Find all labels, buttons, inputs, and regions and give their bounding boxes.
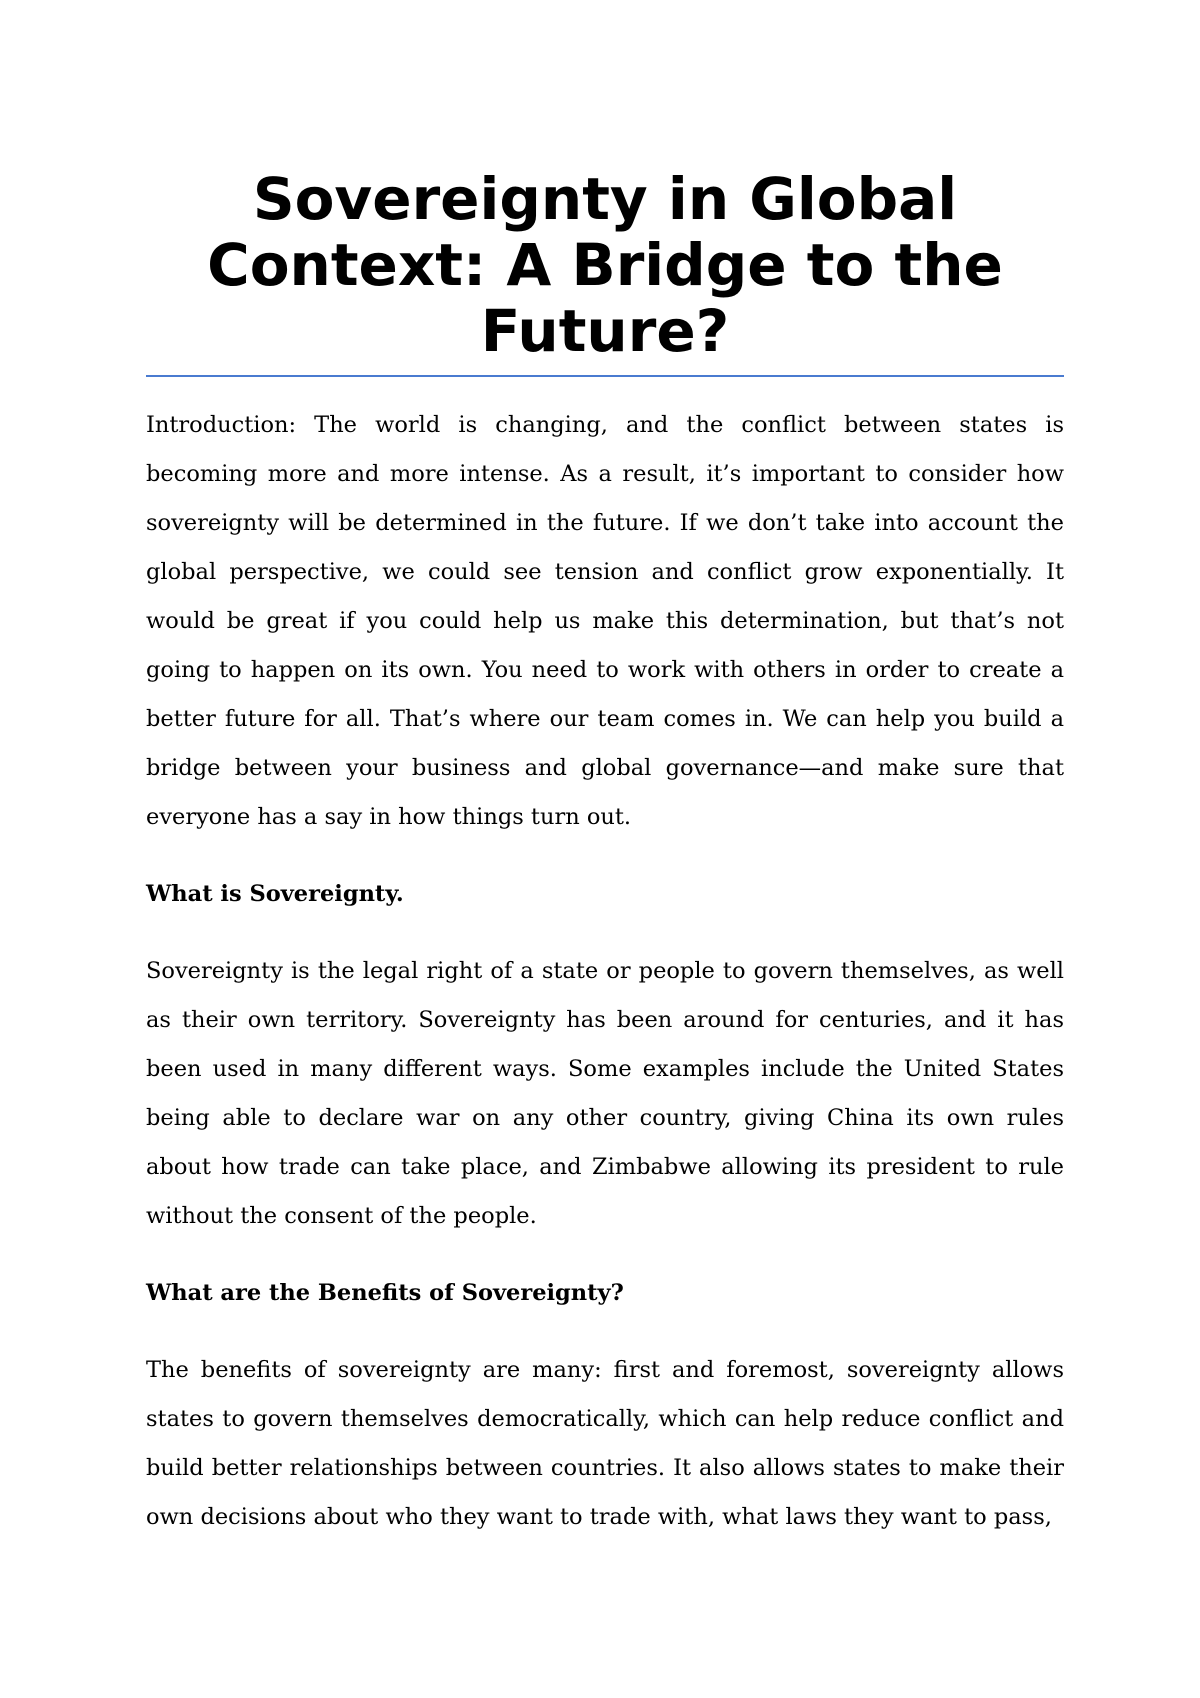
section-body-what-is-sovereignty: Sovereignty is the legal right of a state or people to govern themselves, as well as their own territory. Sovereignty has been around for centuries, and it has been used in many different ways. Some examples include the United States being able to declare war on any other country, giving China its own rules about how trade can take place, and Zimbabwe allowing its president to rule without the consent of the people.: [146, 958, 1064, 1229]
section-heading-what-is-sovereignty: What is Sovereignty.: [146, 881, 404, 907]
document-title: Sovereignty in Global Context: A Bridge to the Future?: [207, 165, 1003, 365]
paragraph-gap: [146, 842, 1064, 870]
paragraph-gap: [146, 919, 1064, 947]
section-heading-benefits: What are the Benefits of Sovereignty?: [146, 1280, 624, 1306]
paragraph-gap: [146, 1318, 1064, 1346]
section-body-benefits: The benefits of sovereignty are many: first and foremost, sovereignty allows states to govern themselves democratically, which can help reduce conflict and build better relationships between countries. It also allows states to make their own decisions about who they want to trade with, what laws they want to pass,: [146, 1357, 1064, 1530]
title-divider: [146, 375, 1064, 377]
intro-paragraph: Introduction: The world is changing, and the conflict between states is becoming more and more intense. As a result, it’s important to consider how sovereignty will be determined in the future. If we don’t take into account the global perspective, we could see tension and conflict grow exponentially. It would be great if you could help us make this determination, but that’s not going to happen on its own. You need to work with others in order to create a better future for all. That’s where our team comes in. We can help you build a bridge between your business and global governance—and make sure that everyone has a say in how things turn out.: [146, 412, 1064, 830]
document-body: [146, 401, 1064, 1542]
paragraph-gap: [146, 1241, 1064, 1269]
